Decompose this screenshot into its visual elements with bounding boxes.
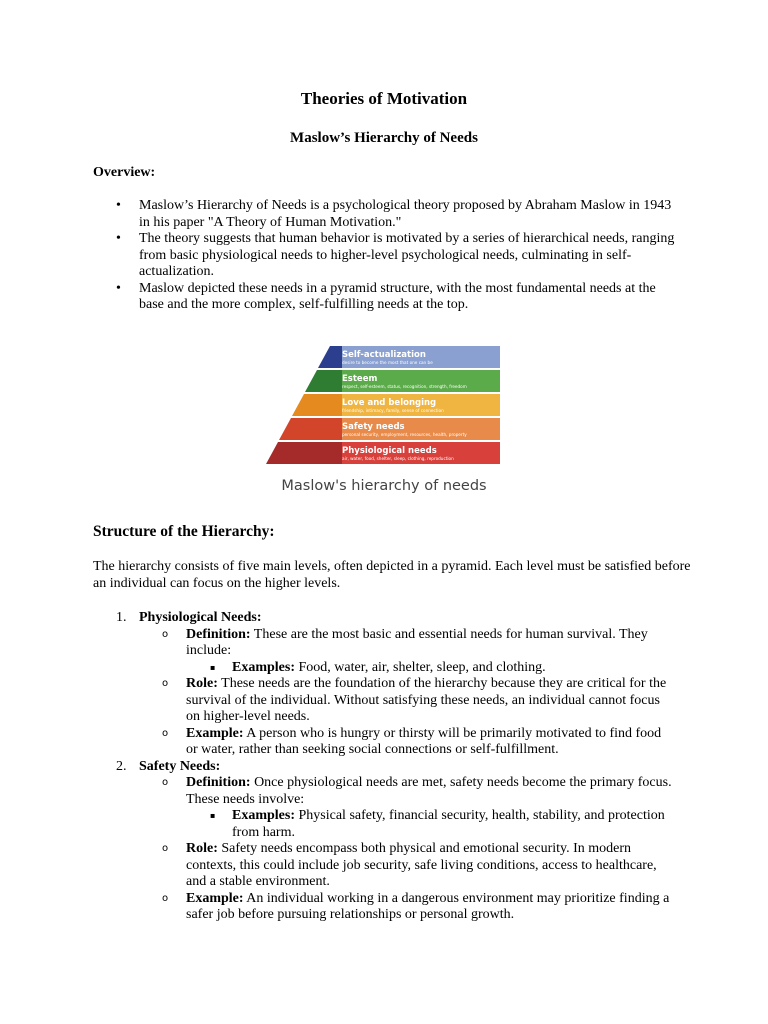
square-bullet-icon: ▪ — [210, 811, 216, 820]
structure-heading: Structure of the Hierarchy: — [93, 523, 275, 540]
level-title: Physiological Needs: — [139, 610, 262, 625]
sub-list-item — [0, 891, 676, 924]
overview-heading: Overview: — [93, 165, 156, 180]
level-title: Esteem — [342, 374, 378, 384]
pyramid-tip-shape — [292, 394, 342, 416]
list-number: 1. — [116, 610, 127, 625]
pyramid-level-esteem — [305, 370, 500, 392]
list-item-text: Maslow’s Hierarchy of Needs is a psychological theory proposed by Abraham Maslow in 1943 in his paper "A Theory of Human Motivation." — [139, 198, 672, 230]
list-item — [0, 610, 768, 627]
list-item-text: The theory suggests that human behavior is motivated by a series of hierarchical needs, ranging from basic physiological needs to higher-level psychological needs, culminating in self-actualization. — [139, 231, 675, 279]
example-label: Example: — [186, 725, 244, 741]
list-item-text: Maslow depicted these needs in a pyramid structure, with the most fundamental needs at the base and the more complex, self-fulfilling needs at the top. — [139, 280, 656, 312]
role-text: Safety needs encompass both physical and emotional security. In modern contexts, this could include job security, safe living conditions, access to healthcare, and a stable environment. — [186, 841, 657, 889]
square-bullet-icon: ▪ — [210, 662, 216, 672]
circle-bullet-icon: o — [162, 843, 169, 854]
sub-list-item — [0, 627, 676, 660]
bullet-icon: • — [116, 280, 121, 296]
sub-list-item — [0, 676, 676, 726]
role-text: These needs are the foundation of the hierarchy because they are critical for the survival of the individual. Without satisfying these needs, an individual cannot focus on higher-level needs. — [186, 676, 667, 724]
bullet-icon: • — [116, 231, 121, 246]
examples-text: Physical safety, financial security, health, stability, and protection from harm. — [232, 808, 665, 840]
list-item — [0, 281, 684, 314]
role-label: Role: — [186, 841, 218, 856]
pyramid-tip-shape — [305, 370, 342, 392]
level-title: Physiological needs — [342, 446, 437, 456]
sub-sub-list-item — [0, 808, 672, 841]
example-label: Example: — [186, 890, 244, 906]
circle-bullet-icon: o — [162, 628, 169, 640]
sub-list-item — [0, 726, 676, 759]
circle-bullet-icon: o — [162, 892, 169, 904]
examples-text: Food, water, air, shelter, sleep, and clothing. — [295, 659, 546, 675]
examples-label: Examples: — [232, 808, 295, 823]
circle-bullet-icon: o — [162, 727, 169, 739]
definition-label: Definition: — [186, 775, 251, 790]
level-title: Safety Needs: — [139, 758, 221, 774]
pyramid-level-safety-needs — [279, 418, 500, 440]
pyramid-tip-shape — [266, 442, 342, 464]
level-description: air, water, food, shelter, sleep, clothing, reproduction — [342, 456, 454, 461]
level-title: Safety needs — [342, 422, 405, 432]
definition-text: Once physiological needs are met, safety needs become the primary focus. These needs involve: — [186, 775, 672, 807]
page-subtitle: Maslow’s Hierarchy of Needs — [290, 130, 478, 146]
level-title: Self-actualization — [342, 350, 426, 360]
definition-label: Definition: — [186, 626, 251, 642]
levels-list — [0, 610, 768, 924]
example-text: A person who is hungry or thirsty will be primarily motivated to find food or water, rather than seeking social connections or self-fulfillment. — [186, 725, 662, 757]
level-description: personal security, employment, resources, health, property — [342, 432, 467, 437]
definition-text: These are the most basic and essential needs for human survival. They include: — [186, 626, 648, 658]
sub-sub-list-item — [0, 660, 672, 677]
level-description: respect, self-esteem, status, recognition, strength, freedom — [342, 384, 467, 389]
pyramid-tip-shape — [279, 418, 342, 440]
pyramid-level-love-and-belonging — [292, 394, 500, 416]
list-item — [0, 759, 768, 776]
sub-list-item — [0, 841, 676, 891]
example-text: An individual working in a dangerous environment may prioritize finding a safer job before pursuing relationships or personal growth. — [186, 890, 670, 922]
pyramid-graphic — [262, 342, 506, 472]
examples-label: Examples: — [232, 659, 295, 675]
pyramid-level-physiological-needs — [266, 442, 500, 464]
sub-list-item — [0, 775, 676, 808]
list-item — [0, 198, 684, 231]
list-item — [0, 231, 684, 281]
role-label: Role: — [186, 676, 218, 691]
level-description: friendship, intimacy, family, sense of connection — [342, 408, 444, 413]
bullet-icon: • — [116, 198, 121, 213]
overview-list — [0, 198, 768, 314]
pyramid-tip-shape — [318, 346, 342, 368]
pyramid-level-self-actualization — [318, 346, 500, 368]
level-description: desire to become the most that one can be — [342, 360, 433, 365]
level-title: Love and belonging — [342, 398, 437, 408]
page-title: Theories of Motivation — [300, 89, 468, 108]
circle-bullet-icon: o — [162, 777, 169, 788]
figure-caption: Maslow's hierarchy of needs — [281, 478, 487, 494]
structure-intro-paragraph: The hierarchy consists of five main levels, often depicted in a pyramid. Each level must be satisfied before an individual can focus on the higher levels. — [93, 559, 691, 591]
circle-bullet-icon: o — [162, 678, 169, 689]
list-number: 2. — [116, 758, 127, 774]
